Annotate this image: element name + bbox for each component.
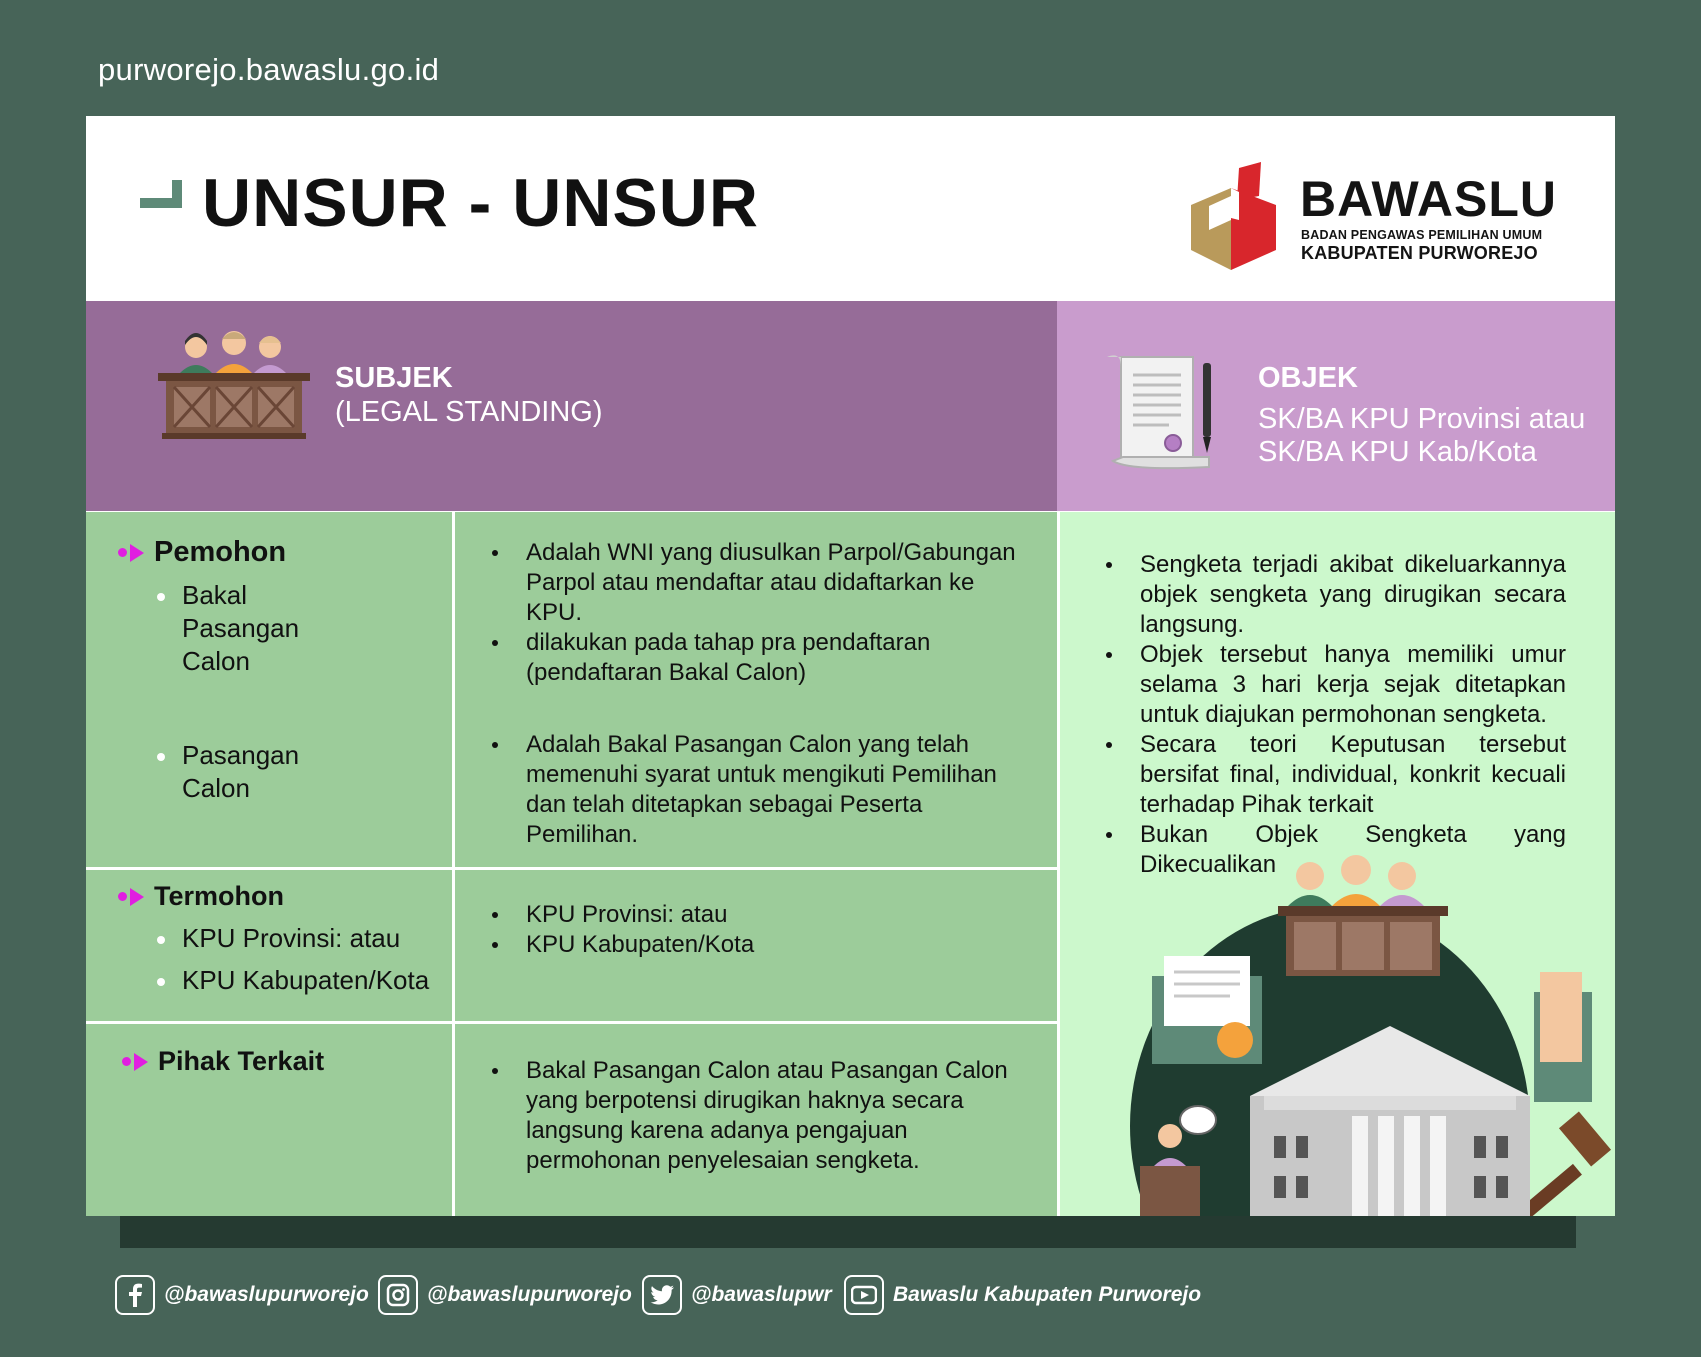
subjek-subtitle: (LEGAL STANDING) (335, 396, 603, 428)
ballot-box-logo-icon (1181, 158, 1286, 276)
instagram-link[interactable] (378, 1275, 632, 1315)
pemohon-sub-pasangan: Pasangan Calon (182, 739, 332, 805)
pemohon-desc-3: Adalah Bakal Pasangan Calon yang telah memenuhi syarat untuk mengikuti Pemilihan dan telah ditetapkan sebagai Peserta Pemilihan. (526, 730, 1036, 850)
subjek-title: SUBJEK (335, 362, 453, 394)
bawaslu-logo (1181, 158, 1561, 276)
header (86, 116, 1615, 301)
pemohon-label: Pemohon (118, 536, 286, 569)
footer (0, 1275, 1701, 1325)
twitter-handle: @bawaslupwr (691, 1283, 832, 1306)
logo-name: BAWASLU (1300, 171, 1557, 227)
arrow-bullet-icon (118, 888, 144, 906)
pihak-label: Pihak Terkait (122, 1046, 324, 1077)
termohon-desc-1: KPU Provinsi: atau (526, 900, 1036, 930)
objek-line2: SK/BA KPU Kab/Kota (1258, 436, 1537, 468)
youtube-handle: Bawaslu Kabupaten Purworejo (893, 1283, 1202, 1306)
instagram-icon (378, 1275, 418, 1315)
objek-item-1: Sengketa terjadi akibat dikeluarkannya objek sengketa yang dirugikan secara langsung. (1140, 551, 1566, 638)
twitter-link[interactable] (642, 1275, 832, 1315)
instagram-handle: @bawaslupurworejo (427, 1283, 632, 1306)
page-title: UNSUR - UNSUR (202, 165, 759, 241)
objek-line1: SK/BA KPU Provinsi atau (1258, 403, 1586, 435)
logo-line1: BADAN PENGAWAS PEMILIHAN UMUM (1301, 228, 1543, 242)
site-url[interactable]: purworejo.bawaslu.go.id (98, 52, 440, 87)
pemohon-sub-bakal: Bakal Pasangan Calon (182, 579, 332, 678)
termohon-sub-1: KPU Provinsi: atau (182, 922, 442, 955)
termohon-label: Termohon (118, 881, 284, 912)
facebook-icon (115, 1275, 155, 1315)
youtube-icon (844, 1275, 884, 1315)
objek-item-3: Secara teori Keputusan tersebut bersifat final, individual, konkrit kecuali terhadap Pihak terkait (1140, 731, 1566, 818)
objek-title: OBJEK (1258, 362, 1358, 394)
document-pen-icon (1099, 353, 1229, 473)
twitter-icon (642, 1275, 682, 1315)
objek-item-4: Bukan Objek Sengketa yang Dikecualikan (1140, 821, 1566, 878)
pemohon-desc-2: dilakukan pada tahap pra pendaftaran (pendaftaran Bakal Calon) (526, 628, 1036, 688)
arrow-bullet-icon (118, 544, 144, 562)
infographic-card (86, 116, 1615, 1216)
facebook-link[interactable] (115, 1275, 369, 1315)
logo-line2: KABUPATEN PURWOREJO (1301, 243, 1538, 263)
youtube-link[interactable] (844, 1275, 1201, 1315)
courthouse-illustration (1060, 796, 1615, 1216)
termohon-desc-2: KPU Kabupaten/Kota (526, 930, 1036, 960)
judges-bench-icon (154, 323, 314, 443)
arrow-bullet-icon (122, 1053, 148, 1071)
corner-mark-icon (140, 180, 182, 208)
facebook-handle: @bawaslupurworejo (164, 1283, 369, 1306)
pemohon-desc-1: Adalah WNI yang diusulkan Parpol/Gabungan Parpol atau mendaftar atau didaftarkan ke KPU. (526, 538, 1036, 628)
termohon-sub-2: KPU Kabupaten/Kota (182, 964, 452, 997)
objek-body (1060, 512, 1615, 1216)
pihak-desc-1: Bakal Pasangan Calon atau Pasangan Calon yang berpotensi dirugikan haknya secara langsung karena adanya pengajuan permohonan penyelesaian sengketa. (526, 1056, 1036, 1176)
objek-item-2: Objek tersebut hanya memiliki umur selama 3 hari kerja sejak ditetapkan untuk diajukan permohonan sengketa. (1140, 641, 1566, 728)
